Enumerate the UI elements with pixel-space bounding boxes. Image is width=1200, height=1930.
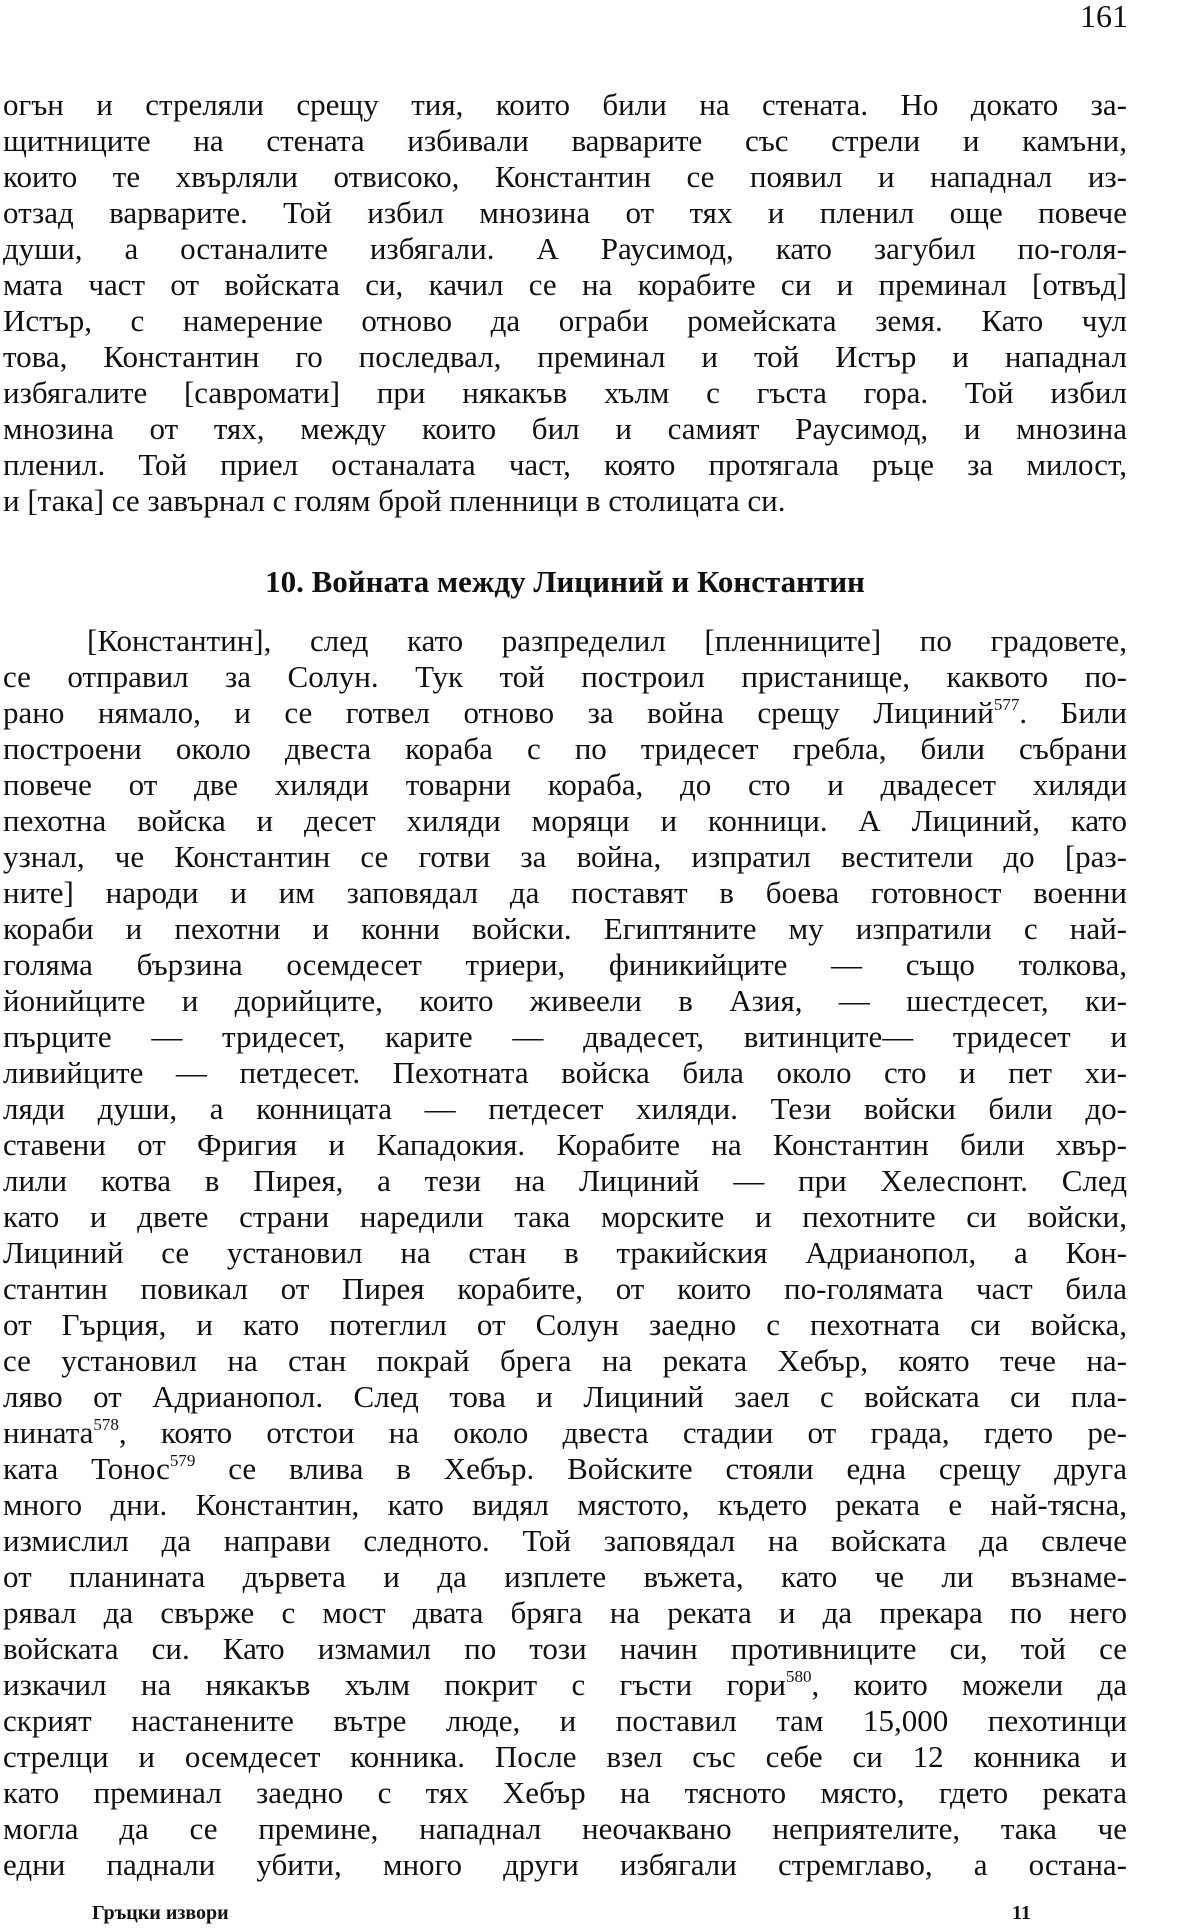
line-text: души, а останалите избягали. А Раусимод, като загубил по-голя-: [3, 231, 1127, 266]
line-text: като преминал заедно с тях Хебър на тясното място, гдето реката: [3, 1775, 1127, 1810]
line-text: това, Константин го последвал, преминал и той Истър и нападнал: [3, 339, 1127, 374]
text-line: [3, 1523, 1127, 1559]
text-line: [3, 1199, 1127, 1235]
text-line: [3, 1055, 1127, 1091]
line-text: лили котва в Пирея, а тези на Лициний — при Хелеспонт. След: [3, 1163, 1127, 1198]
line-text: пехотна войска и десет хиляди моряци и конници. А Лициний, като: [3, 803, 1127, 838]
line-text: . Били: [1019, 695, 1127, 730]
line-text: Лициний се установил на стан в тракийския Адрианопол, а Кон-: [3, 1235, 1127, 1270]
footnote-reference: 577: [993, 695, 1020, 714]
text-line: [3, 1019, 1127, 1055]
line-text: се влива в Хебър. Войските стояли една срещу друга: [195, 1451, 1127, 1486]
line-text: ката Тонос: [3, 1451, 170, 1486]
text-line: [3, 839, 1127, 875]
line-text: , която отстои на около двеста стадии от града, гдето ре-: [118, 1415, 1127, 1450]
text-line: [3, 875, 1127, 911]
line-text: отзад варварите. Той избил мнозина от тях и пленил още повече: [3, 195, 1127, 230]
line-text: ляво от Адрианопол. След това и Лициний заел с войската си пла-: [3, 1379, 1127, 1414]
line-text: скрият настанените вътре люде, и поставил там 15,000 пехотинци: [3, 1703, 1127, 1738]
line-text: и [така] се завърнал с голям брой пленници в столицата си.: [3, 483, 786, 518]
text-line: [3, 195, 1127, 231]
footnote-reference: 578: [93, 1415, 119, 1434]
footer-book-title: Гръцки извори: [92, 1902, 229, 1924]
text-line: [3, 447, 1127, 483]
text-line: [3, 1379, 1127, 1415]
text-line: [3, 1343, 1127, 1379]
text-line: [3, 231, 1127, 267]
text-line: [3, 731, 1127, 767]
text-line: [3, 623, 1127, 659]
line-text: стрелци и осемдесет конника. После взел със себе си 12 конника и: [3, 1739, 1127, 1774]
text-line: [3, 1127, 1127, 1163]
line-text: щитниците на стената избивали варварите със стрели и камъни,: [3, 123, 1127, 158]
text-line: [3, 1595, 1127, 1631]
footer-signature-mark: 11: [1012, 1902, 1031, 1924]
text-line: [3, 1703, 1127, 1739]
text-line: [3, 659, 1127, 695]
footnote-reference: 579: [169, 1451, 196, 1470]
text-line: [3, 375, 1127, 411]
line-text: се установил на стан покрай брега на реката Хебър, която тече на-: [3, 1343, 1127, 1378]
line-text: Истър, с намерение отново да ограби ромейската земя. Като чул: [3, 303, 1127, 338]
line-text: много дни. Константин, като видял мястото, където реката е най-тясна,: [3, 1487, 1127, 1522]
line-text: [Константин], след като разпределил [пленниците] по градовете,: [87, 623, 1127, 658]
line-text: , които можели да: [811, 1667, 1128, 1702]
footnote-reference: 580: [786, 1667, 812, 1686]
line-text: рявал да свърже с мост двата бряга на реката и да прекара по него: [3, 1595, 1127, 1630]
line-text: могла да се премине, нападнал неочаквано неприятелите, така че: [3, 1811, 1127, 1846]
line-text: като и двете страни наредили така морските и пехотните си войски,: [3, 1199, 1127, 1234]
paragraph: [3, 87, 1127, 519]
page-number: 161: [1080, 0, 1128, 34]
text-line: [3, 1451, 1127, 1487]
text-line: [3, 983, 1127, 1019]
line-text: построени около двеста кораба с по тридесет гребла, били събрани: [3, 731, 1127, 766]
text-line: [3, 767, 1127, 803]
line-text: избягалите [савромати] при някакъв хълм с гъста гора. Той избил: [3, 375, 1127, 410]
text-line: [3, 1739, 1127, 1775]
text-line: [3, 123, 1127, 159]
text-line: [3, 87, 1127, 123]
text-line: [3, 411, 1127, 447]
line-text: едни паднали убити, много други избягали стремглаво, а остана-: [3, 1847, 1127, 1882]
text-line: [3, 947, 1127, 983]
line-text: нината: [3, 1415, 94, 1450]
text-line: [3, 1847, 1127, 1883]
text-line: [3, 1091, 1127, 1127]
paragraph: [3, 623, 1127, 1883]
line-text: йонийците и дорийците, които живеели в Азия, — шестдесет, ки-: [3, 983, 1127, 1018]
text-line: [3, 159, 1127, 195]
text-line: [3, 339, 1127, 375]
line-text: ливийците — петдесет. Пехотната войска била около сто и пет хи-: [3, 1055, 1127, 1090]
line-text: огън и стреляли срещу тия, които били на стената. Но докато за-: [3, 87, 1127, 122]
line-text: войската си. Като измамил по този начин противниците си, той се: [3, 1631, 1127, 1666]
line-text: голяма бързина осемдесет триери, финикийците — също толкова,: [3, 947, 1127, 982]
line-text: ните] народи и им заповядал да поставят в боева готовност военни: [3, 875, 1127, 910]
line-text: изкачил на някакъв хълм покрит с гъсти гори: [3, 1667, 786, 1702]
section-heading: 10. Войната между Лициний и Константин: [265, 564, 865, 599]
line-text: пърците — тридесет, карите — двадесет, витинците— тридесет и: [3, 1019, 1127, 1054]
line-text: ставени от Фригия и Кападокия. Корабите на Константин били хвър-: [3, 1127, 1127, 1162]
text-line: [3, 695, 1127, 731]
line-text: от планината дървета и да изплете въжета, като че ли възнаме-: [3, 1559, 1127, 1594]
text-line: [3, 1307, 1127, 1343]
line-text: които те хвърляли отвисоко, Константин се появил и нападнал из-: [3, 159, 1127, 194]
line-text: повече от две хиляди товарни кораба, до сто и двадесет хиляди: [3, 767, 1127, 802]
line-text: кораби и пехотни и конни войски. Египтяните му изпратили с най-: [3, 911, 1127, 946]
text-line: [3, 483, 1127, 519]
text-line: [3, 1163, 1127, 1199]
text-line: [3, 303, 1127, 339]
line-text: се отправил за Солун. Тук той построил пристанище, каквото по-: [3, 659, 1127, 694]
line-text: ляди души, а конницата — петдесет хиляди. Тези войски били до-: [3, 1091, 1127, 1126]
line-text: рано нямало, и се готвел отново за война срещу Лициний: [3, 695, 994, 730]
text-line: [3, 1271, 1127, 1307]
text-line: [3, 1811, 1127, 1847]
line-text: мнозина от тях, между които бил и самият Раусимод, и мнозина: [3, 411, 1127, 446]
text-line: [3, 803, 1127, 839]
line-text: узнал, че Константин се готви за война, изпратил вестители до [раз-: [3, 839, 1127, 874]
text-line: [3, 1415, 1127, 1451]
text-line: [3, 1775, 1127, 1811]
text-line: [3, 1235, 1127, 1271]
text-line: [3, 1667, 1127, 1703]
line-text: пленил. Той приел останалата част, която протягала ръце за милост,: [3, 447, 1127, 482]
text-line: [3, 267, 1127, 303]
text-line: [3, 1631, 1127, 1667]
line-text: стантин повикал от Пирея корабите, от които по-голямата част била: [3, 1271, 1127, 1306]
text-line: [3, 1487, 1127, 1523]
line-text: мата част от войската си, качил се на корабите си и преминал [отвъд]: [3, 267, 1127, 302]
text-line: [3, 911, 1127, 947]
text-line: [3, 1559, 1127, 1595]
line-text: от Гърция, и като потеглил от Солун заедно с пехотната си войска,: [3, 1307, 1127, 1342]
line-text: измислил да направи следното. Той заповядал на войската да свлече: [3, 1523, 1127, 1558]
